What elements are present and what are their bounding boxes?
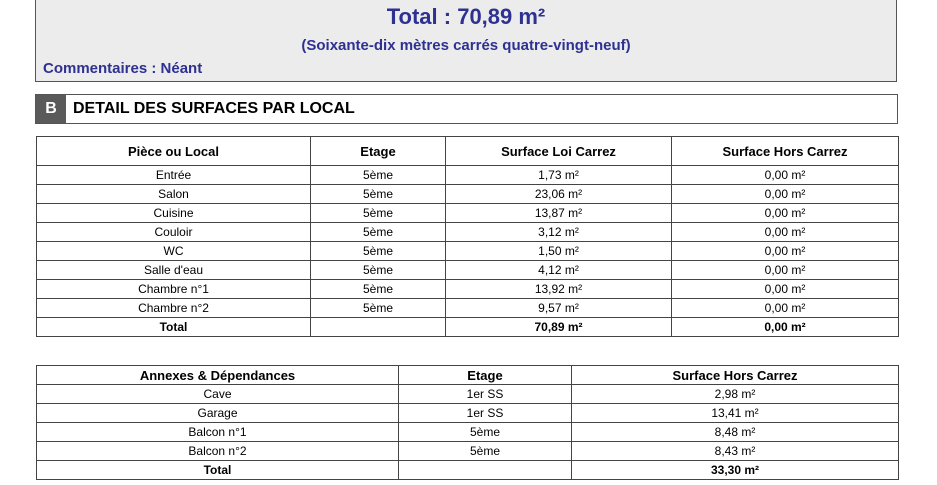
total-cell: 33,30 m² (572, 461, 899, 480)
table-cell: 1,73 m² (446, 166, 672, 185)
total-row (37, 318, 899, 337)
table-cell: 5ème (311, 204, 446, 223)
table-cell: 23,06 m² (446, 185, 672, 204)
rooms-table (36, 136, 899, 337)
table-cell: 0,00 m² (672, 223, 899, 242)
section-header (35, 94, 898, 124)
table-cell: 2,98 m² (572, 385, 899, 404)
table-cell: Chambre n°2 (37, 299, 311, 318)
table-cell: WC (37, 242, 311, 261)
col-header-room: Pièce ou Local (37, 137, 311, 166)
section-letter: B (36, 95, 66, 123)
rooms-header-row (37, 137, 899, 166)
total-cell: Total (37, 461, 399, 480)
table-row (37, 185, 899, 204)
table-cell: 5ème (311, 242, 446, 261)
table-cell: 5ème (311, 299, 446, 318)
col-header-carrez: Surface Loi Carrez (446, 137, 672, 166)
table-cell: 5ème (311, 166, 446, 185)
table-cell: 1er SS (399, 404, 572, 423)
summary-box (35, 0, 897, 82)
table-cell: 1er SS (399, 385, 572, 404)
table-cell: 5ème (311, 280, 446, 299)
table-cell: 13,41 m² (572, 404, 899, 423)
table-cell: 8,48 m² (572, 423, 899, 442)
col-header-annex: Annexes & Dépendances (37, 366, 399, 385)
table-cell: Balcon n°1 (37, 423, 399, 442)
table-cell: 8,43 m² (572, 442, 899, 461)
table-cell: Garage (37, 404, 399, 423)
total-cell (311, 318, 446, 337)
table-row (37, 442, 899, 461)
table-row (37, 404, 899, 423)
table-cell: 0,00 m² (672, 204, 899, 223)
table-row (37, 166, 899, 185)
col-header-floor: Etage (399, 366, 572, 385)
table-row (37, 385, 899, 404)
table-row (37, 299, 899, 318)
table-cell: Chambre n°1 (37, 280, 311, 299)
total-surface: Total : 70,89 m² (386, 4, 546, 29)
table-cell: 0,00 m² (672, 166, 899, 185)
total-cell: Total (37, 318, 311, 337)
table-cell: 13,87 m² (446, 204, 672, 223)
table-cell: 4,12 m² (446, 261, 672, 280)
col-header-hors-carrez: Surface Hors Carrez (572, 366, 899, 385)
annexes-table (36, 365, 899, 480)
table-cell: Cave (37, 385, 399, 404)
comments: Commentaires : Néant (43, 60, 203, 77)
total-cell: 0,00 m² (672, 318, 899, 337)
table-row (37, 423, 899, 442)
annexes-header-row (37, 366, 899, 385)
table-row (37, 261, 899, 280)
table-cell: Entrée (37, 166, 311, 185)
table-cell: 0,00 m² (672, 242, 899, 261)
total-cell (399, 461, 572, 480)
total-surface-words: (Soixante-dix mètres carrés quatre-vingt-neuf) (301, 37, 631, 54)
table-cell: 1,50 m² (446, 242, 672, 261)
table-cell: Balcon n°2 (37, 442, 399, 461)
col-header-hors-carrez: Surface Hors Carrez (672, 137, 899, 166)
table-cell: 3,12 m² (446, 223, 672, 242)
table-cell: 5ème (311, 261, 446, 280)
table-cell: 0,00 m² (672, 280, 899, 299)
table-cell: Couloir (37, 223, 311, 242)
table-cell: 0,00 m² (672, 299, 899, 318)
total-cell: 70,89 m² (446, 318, 672, 337)
table-row (37, 223, 899, 242)
table-cell: 0,00 m² (672, 185, 899, 204)
table-cell: 5ème (399, 423, 572, 442)
table-row (37, 280, 899, 299)
table-cell: Salon (37, 185, 311, 204)
total-row (37, 461, 899, 480)
section-title: DETAIL DES SURFACES PAR LOCAL (73, 100, 355, 117)
table-row (37, 204, 899, 223)
table-row (37, 242, 899, 261)
table-cell: 9,57 m² (446, 299, 672, 318)
col-header-floor: Etage (311, 137, 446, 166)
table-cell: 5ème (399, 442, 572, 461)
table-cell: Salle d'eau (37, 261, 311, 280)
table-cell: Cuisine (37, 204, 311, 223)
table-cell: 5ème (311, 185, 446, 204)
table-cell: 0,00 m² (672, 261, 899, 280)
table-cell: 13,92 m² (446, 280, 672, 299)
table-cell: 5ème (311, 223, 446, 242)
